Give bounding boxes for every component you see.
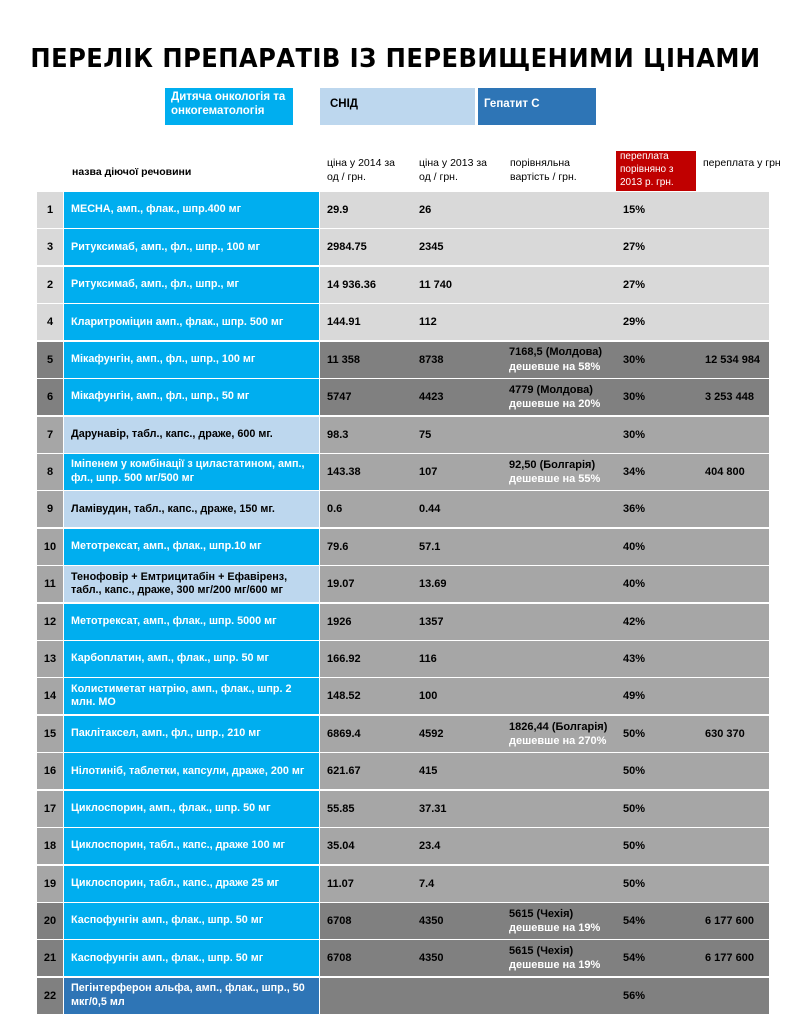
drug-name: Метотрексат, амп., флак., шпр. 5000 мг — [64, 604, 319, 640]
overpay-percent: 50% — [623, 765, 646, 778]
table-row — [37, 491, 769, 527]
row-number: 8 — [37, 454, 63, 490]
table-row — [37, 192, 769, 228]
overpay-percent: 30% — [623, 428, 646, 441]
row-number: 17 — [37, 791, 63, 827]
price-2013: 37.31 — [419, 802, 447, 815]
comparison-cell — [509, 791, 619, 827]
overpay-percent: 50% — [623, 877, 646, 890]
overpay-percent: 43% — [623, 653, 646, 666]
row-number: 14 — [37, 678, 63, 714]
price-2014: 5747 — [327, 391, 352, 404]
overpay-percent: 30% — [623, 353, 646, 366]
page-title: ПЕРЕЛІК ПРЕПАРАТІВ ІЗ ПЕРЕВИЩЕНИМИ ЦІНАМИ — [30, 44, 761, 74]
drug-name: Ритуксимаб, амп., фл., шпр., мг — [64, 267, 319, 303]
price-2013: 0.44 — [419, 503, 441, 516]
header-price-2013: ціна у 2013 за од / грн. — [419, 157, 487, 183]
comparison-note: дешевше на 19% — [509, 922, 601, 935]
comparison-cell — [509, 229, 619, 265]
table-row — [37, 229, 769, 265]
overpay-percent: 29% — [623, 316, 646, 329]
price-2014: 11 358 — [327, 353, 361, 366]
row-number: 4 — [37, 304, 63, 340]
drug-name: Ламівудин, табл., капс., драже, 150 мг. — [64, 491, 319, 527]
comparison-cell — [509, 529, 619, 565]
table-row — [37, 379, 769, 415]
price-2013: 7.4 — [419, 877, 435, 890]
price-2013: 116 — [419, 653, 437, 666]
comparison-cell — [509, 192, 619, 228]
price-2014: 144.91 — [327, 316, 361, 329]
row-number: 20 — [37, 903, 63, 939]
table-row — [37, 454, 769, 490]
drug-name: Тенофовір + Емтрицитабін + Ефавіренз, табл., капс., драже, 300 мг/200 мг/600 мг — [64, 566, 319, 602]
overpay-uah: 12 534 984 — [705, 353, 761, 366]
legend-hepatitis: Гепатит С — [478, 88, 596, 125]
row-number: 15 — [37, 716, 63, 752]
drug-name: МЕСНА, амп., флак., шпр.400 мг — [64, 192, 319, 228]
comparison-cell — [509, 678, 619, 714]
drug-name: Циклоспорин, амп., флак., шпр. 50 мг — [64, 791, 319, 827]
row-number: 9 — [37, 491, 63, 527]
drug-name: Паклітаксел, амп., фл., шпр., 210 мг — [64, 716, 319, 752]
comparison-price: 7168,5 (Молдова) — [509, 346, 603, 359]
comparison-price: 1826,44 (Болгарія) — [509, 720, 608, 733]
overpay-uah: 6 177 600 — [705, 915, 754, 928]
price-2013: 8738 — [419, 353, 444, 366]
comparison-cell — [509, 604, 619, 640]
row-number: 7 — [37, 417, 63, 453]
drug-name: Ритуксимаб, амп., фл., шпр., 100 мг — [64, 229, 319, 265]
overpay-percent: 34% — [623, 465, 646, 478]
drug-name: Каспофунгін амп., флак., шпр. 50 мг — [64, 903, 319, 939]
table-row — [37, 866, 769, 902]
drug-name: Пегінтерферон альфа, амп., флак., шпр., 50 мкг/0,5 мл — [64, 978, 319, 1014]
table-row — [37, 940, 769, 976]
drug-name: Метотрексат, амп., флак., шпр.10 мг — [64, 529, 319, 565]
price-2013: 2345 — [419, 241, 444, 254]
drug-name: Мікафунгін, амп., фл., шпр., 50 мг — [64, 379, 319, 415]
overpay-percent: 40% — [623, 578, 646, 591]
table-row — [37, 716, 769, 752]
price-2014: 98.3 — [327, 428, 349, 441]
price-2014: 166.92 — [327, 653, 361, 666]
table-row — [37, 604, 769, 640]
comparison-cell — [509, 753, 619, 789]
overpay-percent: 54% — [623, 915, 646, 928]
price-2013: 112 — [419, 316, 437, 329]
price-2014: 2984.75 — [327, 241, 367, 254]
overpay-percent: 36% — [623, 503, 646, 516]
overpay-uah: 6 177 600 — [705, 952, 754, 965]
header-comparison: порівняльна вартість / грн. — [510, 157, 577, 183]
price-2014: 143.38 — [327, 465, 361, 478]
price-2014: 55.85 — [327, 802, 355, 815]
drug-name: Дарунавір, табл., капс., драже, 600 мг. — [64, 417, 319, 453]
overpay-percent: 50% — [623, 802, 646, 815]
comparison-note: дешевше на 270% — [509, 734, 607, 747]
overpay-percent: 56% — [623, 989, 646, 1002]
drug-price-table — [37, 192, 769, 1015]
overpay-uah: 630 370 — [705, 727, 745, 740]
price-2014: 79.6 — [327, 540, 349, 553]
price-2014: 621.67 — [327, 765, 361, 778]
row-number: 6 — [37, 379, 63, 415]
price-2013: 1357 — [419, 615, 444, 628]
comparison-cell — [509, 267, 619, 303]
legend-oncology: Дитяча онкологія та онкогематологія — [165, 88, 293, 125]
table-row — [37, 903, 769, 939]
drug-name: Циклоспорин, табл., капс., драже 100 мг — [64, 828, 319, 864]
price-2014: 14 936.36 — [327, 278, 376, 291]
comparison-cell — [509, 641, 619, 677]
price-2014: 1926 — [327, 615, 352, 628]
overpay-percent: 50% — [623, 840, 646, 853]
price-2014: 6708 — [327, 915, 352, 928]
overpay-percent: 30% — [623, 391, 646, 404]
price-2014: 11.07 — [327, 877, 354, 890]
comparison-cell — [509, 342, 619, 378]
overpay-percent: 49% — [623, 690, 646, 703]
comparison-note: дешевше на 19% — [509, 959, 601, 972]
price-2014: 148.52 — [327, 690, 361, 703]
price-2013: 4350 — [419, 952, 444, 965]
comparison-note: дешевше на 55% — [509, 472, 601, 485]
drug-name: Каспофунгін амп., флак., шпр. 50 мг — [64, 940, 319, 976]
row-number: 16 — [37, 753, 63, 789]
overpay-percent: 50% — [623, 727, 646, 740]
comparison-cell — [509, 903, 619, 939]
drug-name: Іміпенем у комбінації з циластатином, амп., фл., шпр. 500 мг/500 мг — [64, 454, 319, 490]
price-2013: 4592 — [419, 727, 444, 740]
overpay-percent: 27% — [623, 278, 646, 291]
table-row — [37, 529, 769, 565]
price-2014: 6869.4 — [327, 727, 361, 740]
comparison-cell — [509, 454, 619, 490]
overpay-percent: 27% — [623, 241, 646, 254]
price-2013: 75 — [419, 428, 432, 441]
table-row — [37, 828, 769, 864]
row-number: 5 — [37, 342, 63, 378]
table-row — [37, 566, 769, 602]
table-row — [37, 641, 769, 677]
row-number: 3 — [37, 229, 63, 265]
price-2013: 11 740 — [419, 278, 453, 291]
comparison-price: 92,50 (Болгарія) — [509, 458, 596, 471]
row-number: 18 — [37, 828, 63, 864]
overpay-uah: 404 800 — [705, 465, 745, 478]
table-row — [37, 417, 769, 453]
price-2013: 26 — [419, 204, 432, 216]
row-number: 21 — [37, 940, 63, 976]
comparison-price: 4779 (Молдова) — [509, 383, 593, 396]
comparison-cell — [509, 716, 619, 752]
drug-name: Кларитроміцин амп., флак., шпр. 500 мг — [64, 304, 319, 340]
header-overpay-uah: переплата у грн — [703, 157, 781, 169]
comparison-price: 5615 (Чехія) — [509, 907, 574, 920]
row-number: 11 — [37, 566, 63, 602]
comparison-cell — [509, 379, 619, 415]
overpay-percent: 54% — [623, 952, 646, 965]
comparison-cell — [509, 828, 619, 864]
overpay-percent: 15% — [623, 204, 646, 216]
drug-name: Мікафунгін, амп., фл., шпр., 100 мг — [64, 342, 319, 378]
comparison-note: дешевше на 20% — [509, 398, 601, 411]
table-row — [37, 678, 769, 714]
comparison-cell — [509, 491, 619, 527]
comparison-note: дешевше на 58% — [509, 360, 601, 373]
drug-name: Колистиметат натрію, амп., флак., шпр. 2 млн. МО — [64, 678, 319, 714]
price-2013: 23.4 — [419, 840, 441, 853]
price-2013: 100 — [419, 690, 438, 703]
overpay-percent: 42% — [623, 615, 646, 628]
header-price-2014: ціна у 2014 за од / грн. — [327, 157, 395, 183]
price-2013: 4350 — [419, 915, 444, 928]
row-number: 2 — [37, 267, 63, 303]
table-row — [37, 267, 769, 303]
legend-aids: СНІД — [320, 88, 475, 125]
table-row — [37, 791, 769, 827]
row-number: 1 — [37, 192, 63, 228]
row-number: 10 — [37, 529, 63, 565]
drug-name: Нілотиніб, таблетки, капсули, драже, 200 мг — [64, 753, 319, 789]
table-row — [37, 978, 769, 1014]
row-number: 12 — [37, 604, 63, 640]
comparison-cell — [509, 417, 619, 453]
price-2013: 57.1 — [419, 540, 441, 553]
price-2014: 0.6 — [327, 503, 343, 516]
drug-name: Циклоспорин, табл., капс., драже 25 мг — [64, 866, 319, 902]
table-row — [37, 753, 769, 789]
comparison-cell — [509, 940, 619, 976]
comparison-cell — [509, 304, 619, 340]
row-number: 22 — [37, 978, 63, 1014]
comparison-cell — [509, 978, 619, 1014]
table-row — [37, 304, 769, 340]
comparison-price: 5615 (Чехія) — [509, 945, 574, 958]
drug-name: Карбоплатин, амп., флак., шпр. 50 мг — [64, 641, 319, 677]
comparison-cell — [509, 566, 619, 602]
row-number: 13 — [37, 641, 63, 677]
price-2014: 35.04 — [327, 840, 355, 853]
header-name: назва діючої речовини — [72, 166, 192, 178]
row-number: 19 — [37, 866, 63, 902]
price-2014: 19.07 — [327, 578, 355, 591]
comparison-cell — [509, 866, 619, 902]
price-2014: 6708 — [327, 952, 352, 965]
overpay-percent: 40% — [623, 540, 646, 553]
price-2013: 4423 — [419, 391, 444, 404]
price-2013: 13.69 — [419, 578, 447, 591]
table-row — [37, 342, 769, 378]
overpay-uah: 3 253 448 — [705, 391, 754, 404]
price-2013: 107 — [419, 465, 438, 478]
header-overpay-percent: переплата порівняно з 2013 р. грн. — [616, 151, 696, 191]
price-2014: 29.9 — [327, 204, 349, 216]
price-2013: 415 — [419, 765, 438, 778]
